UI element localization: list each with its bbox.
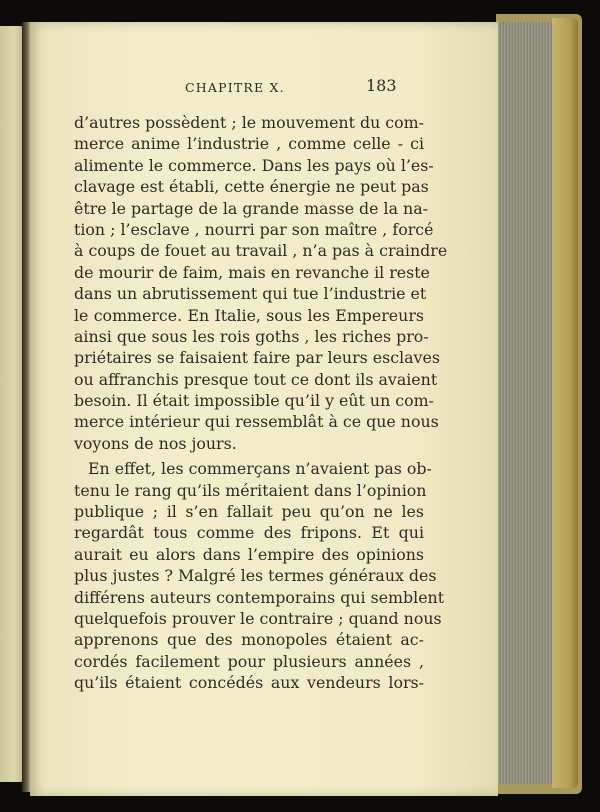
text-line: ou affranchis presque tout ce dont ils avaient (74, 369, 438, 389)
text-line: regardât tous comme des fripons. Et qui (74, 523, 424, 543)
text-line: à coups de fouet au travail , n’a pas à craindre (74, 241, 448, 261)
text-line: merce intérieur qui ressemblât à ce que nous (74, 412, 439, 432)
text-line: besoin. Il était impossible qu’il y eût un com- (74, 391, 434, 411)
text-line: aurait eu alors dans l’empire des opinions (74, 544, 424, 564)
text-line: merce anime l’industrie , comme celle - ci (74, 134, 424, 154)
text-line: clavage est établi, cette énergie ne peut pas (74, 177, 429, 197)
cover-strip (552, 18, 578, 788)
text-line: tion ; l’esclave , nourri par son maître , forcé (74, 219, 434, 239)
text-line: différens auteurs contemporains qui semblent (74, 587, 445, 607)
text-line: plus justes ? Malgré les termes généraux des (74, 566, 437, 586)
text-line: alimente le commerce. Dans les pays où l’es- (74, 155, 434, 175)
paragraph-2 (74, 458, 445, 693)
page-block-edges (496, 22, 554, 784)
text-line: cordés facilement pour plusieurs années , (74, 651, 424, 671)
text-line: de mourir de faim, mais en revanche il reste (74, 262, 430, 282)
text-line: ainsi que sous les rois goths , les riches pro- (74, 326, 429, 346)
text-line: d’autres possèdent ; le mouvement du com- (74, 113, 424, 132)
text-line: En effet, les commerçans n’avaient pas ob- (88, 459, 432, 479)
paragraph-1 (74, 112, 448, 454)
text-line: priétaires se faisaient faire par leurs esclaves (74, 348, 440, 368)
facing-page-edge (0, 26, 24, 782)
running-head (30, 78, 498, 108)
text-line: être le partage de la grande masse de la na- (74, 198, 428, 218)
chapter-title: CHAPITRE X. (185, 80, 285, 95)
text-line: quelquefois prouver le contraire ; quand nous (74, 608, 442, 628)
text-line: publique ; il s’en fallait peu qu’on ne les (74, 502, 424, 522)
book-page (30, 22, 498, 796)
text-line: dans un abrutissement qui tue l’industrie et (74, 284, 427, 304)
body-text (74, 112, 448, 694)
text-line: tenu le rang qu’ils méritaient dans l’opinion (74, 480, 427, 500)
text-line: le commerce. En Italie, sous les Empereurs (74, 305, 424, 325)
text-line: apprenons que des monopoles étaient ac- (74, 630, 424, 650)
page-number: 183 (366, 76, 397, 95)
text-line: qu’ils étaient concédés aux vendeurs lors- (74, 673, 424, 693)
text-line: voyons de nos jours. (74, 433, 237, 453)
